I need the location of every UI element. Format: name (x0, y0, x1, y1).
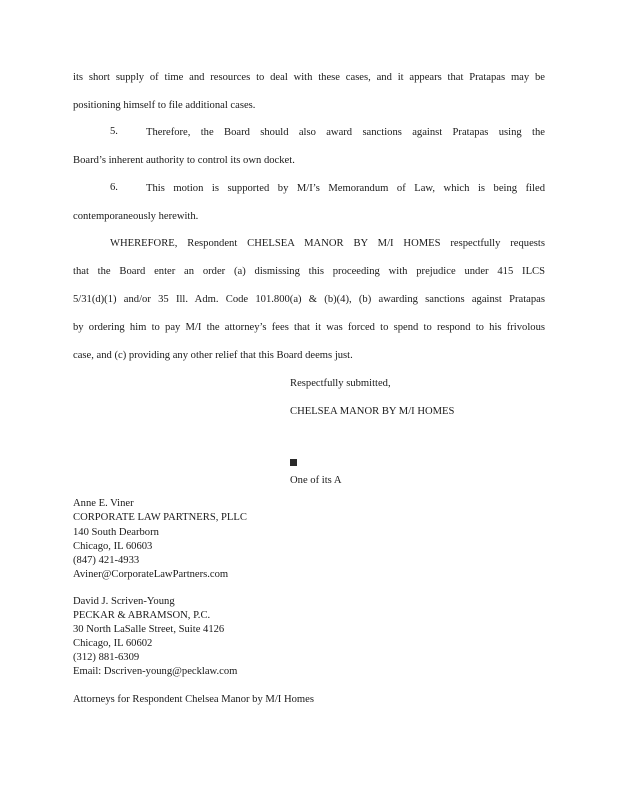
body-line: positioning himself to file additional cases. (73, 100, 256, 111)
signature-closing: Respectfully submitted, (290, 378, 391, 389)
counsel-firm: CORPORATE LAW PARTNERS, PLLC (73, 512, 247, 523)
wherefore-line: that the Board enter an order (a) dismissing this proceeding with prejudice under 415 ILCS (73, 266, 545, 277)
paragraph-5-line: Board’s inherent authority to control its own docket. (73, 155, 295, 166)
counsel-street: 140 South Dearborn (73, 527, 159, 538)
wherefore-line: 5/31(d)(1) and/or 35 Ill. Adm. Code 101.800(a) & (b)(4), (b) awarding sanctions against Pratapas (73, 294, 545, 305)
counsel-phone: (312) 881-6309 (73, 652, 140, 663)
paragraph-number: 6. (110, 182, 118, 193)
counsel-phone: (847) 421-4933 (73, 555, 140, 566)
counsel-city: Chicago, IL 60602 (73, 638, 153, 649)
signature-by-line: One of its A (290, 475, 342, 486)
signature-party: CHELSEA MANOR BY M/I HOMES (290, 406, 455, 417)
counsel-city: Chicago, IL 60603 (73, 541, 153, 552)
attorneys-for-line: Attorneys for Respondent Chelsea Manor by M/I Homes (73, 694, 314, 705)
body-line: its short supply of time and resources to deal with these cases, and it appears that Pratapas may be (73, 72, 545, 83)
counsel-name: David J. Scriven-Young (73, 596, 175, 607)
counsel-email: Email: Dscriven-young@pecklaw.com (73, 666, 238, 677)
wherefore-line: WHEREFORE, Respondent CHELSEA MANOR BY M/I HOMES respectfully requests (110, 238, 545, 249)
paragraph-6-line: This motion is supported by M/I’s Memorandum of Law, which is being filed (146, 183, 545, 194)
paragraph-number: 5. (110, 126, 118, 137)
counsel-firm: PECKAR & ABRAMSON, P.C. (73, 610, 211, 621)
wherefore-line: case, and (c) providing any other relief that this Board deems just. (73, 350, 353, 361)
paragraph-5-line: Therefore, the Board should also award sanctions against Pratapas using the (146, 127, 545, 138)
signature-mark (290, 459, 297, 466)
paragraph-6-line: contemporaneously herewith. (73, 211, 199, 222)
counsel-street: 30 North LaSalle Street, Suite 4126 (73, 624, 225, 635)
wherefore-line: by ordering him to pay M/I the attorney’s fees that it was forced to spend to respond to his frivolous (73, 322, 545, 333)
counsel-name: Anne E. Viner (73, 498, 134, 509)
counsel-email: Aviner@CorporateLawPartners.com (73, 569, 229, 580)
